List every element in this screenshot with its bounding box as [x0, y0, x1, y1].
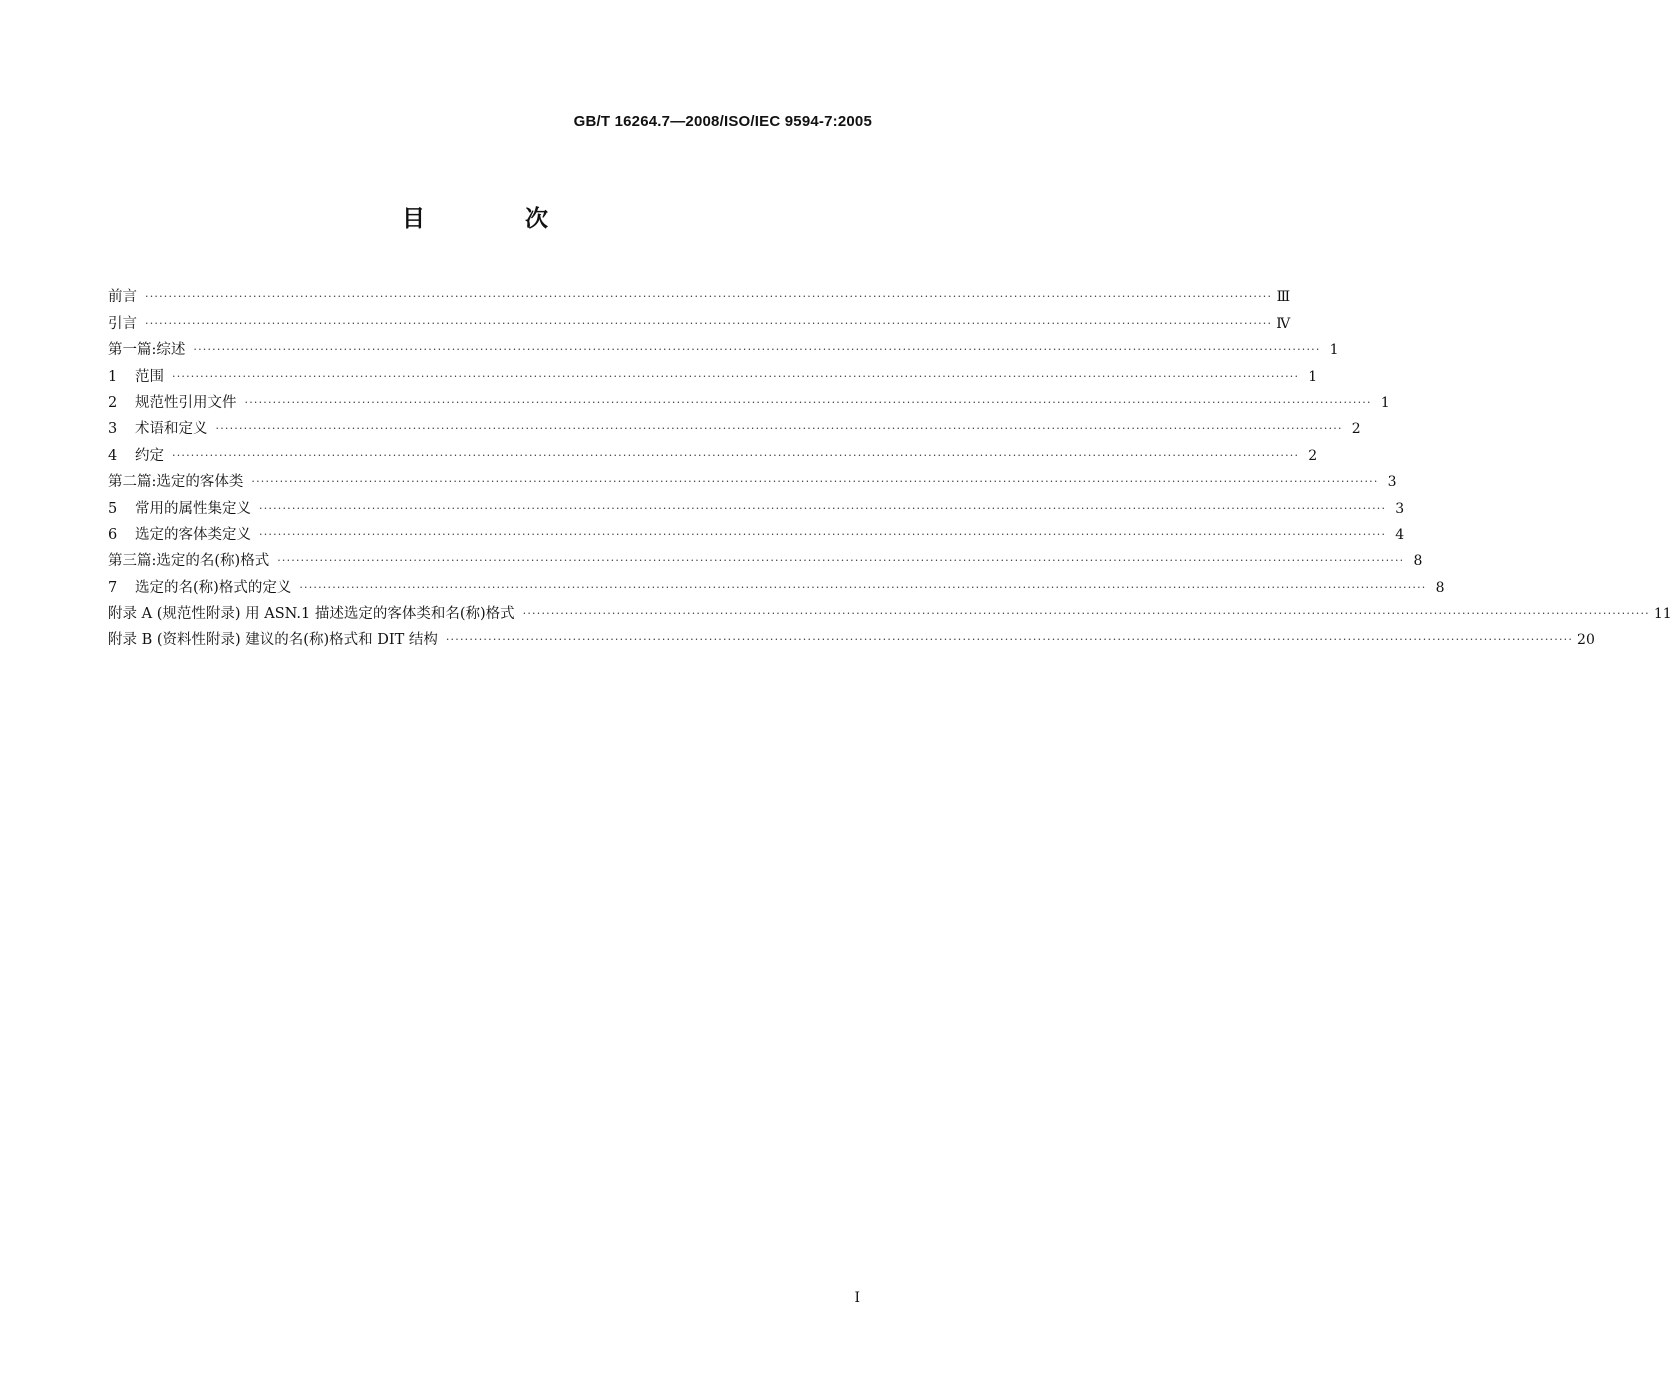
- toc-entry-page: 3: [1395, 500, 1405, 517]
- toc-entry-page: 1: [1308, 368, 1318, 385]
- toc-entry-page: 1: [1380, 394, 1390, 411]
- dot-leader: ················································································································································································································································: [145, 290, 1273, 304]
- toc-entry[interactable]: [108, 597, 1672, 623]
- toc-entry-page: 4: [1395, 526, 1405, 543]
- toc-entry-page: 8: [1435, 579, 1445, 596]
- dot-leader: ················································································································································································································································: [145, 316, 1273, 330]
- toc-entry-page: 11: [1653, 606, 1672, 623]
- dot-leader: ················································································································································································································································: [172, 369, 1300, 383]
- toc-entry-title: 约定: [135, 447, 164, 464]
- toc-entry-number: 6: [108, 526, 118, 543]
- standard-code: GB/T 16264.7—2008/ISO/IEC 9594-7:2005: [573, 113, 872, 130]
- toc-entry-number: 7: [108, 579, 118, 596]
- toc-entry-page: 20: [1577, 632, 1595, 649]
- toc-entry[interactable]: [108, 386, 1390, 412]
- dot-leader: ················································································································································································································································: [299, 580, 1427, 594]
- dot-leader: ················································································································································································································································: [244, 395, 1372, 409]
- toc-entry-title: 附录 B (资料性附录) 建议的名(称)格式和 DIT 结构: [108, 632, 438, 649]
- toc-entry[interactable]: [108, 518, 1405, 544]
- toc-entry-title: 选定的客体类定义: [135, 526, 251, 543]
- toc-entry[interactable]: [108, 333, 1339, 359]
- toc-entry[interactable]: [108, 306, 1291, 332]
- toc-entry-title: 第三篇:选定的名(称)格式: [108, 553, 270, 570]
- dot-leader: ················································································································································································································································: [445, 633, 1574, 647]
- dot-leader: ················································································································································································································································: [522, 607, 1650, 621]
- toc-entry[interactable]: [108, 280, 1291, 306]
- toc-entry[interactable]: [108, 412, 1361, 438]
- toc-entry-title: 第二篇:选定的客体类: [108, 474, 244, 491]
- toc-entry-number: 2: [108, 394, 118, 411]
- dot-leader: ················································································································································································································································: [215, 422, 1343, 436]
- toc-entry[interactable]: [108, 438, 1318, 464]
- toc-entry-title: 第一篇:综述: [108, 342, 186, 359]
- toc-entry-page: 8: [1413, 553, 1423, 570]
- toc-entry-page: 2: [1351, 421, 1361, 438]
- dot-leader: ················································································································································································································································: [277, 554, 1405, 568]
- toc-entry-number: 4: [108, 447, 118, 464]
- toc-entry-title: 前言: [108, 289, 137, 306]
- toc-entry-number: 1: [108, 368, 118, 385]
- table-of-contents: [108, 280, 1672, 649]
- toc-entry-title: 选定的名(称)格式的定义: [135, 579, 292, 596]
- toc-entry-page: 3: [1387, 474, 1397, 491]
- toc-entry-title: 引言: [108, 315, 137, 332]
- toc-entry[interactable]: [108, 623, 1595, 649]
- toc-entry-number: 5: [108, 500, 118, 517]
- toc-entry[interactable]: [108, 544, 1423, 570]
- dot-leader: ················································································································································································································································: [172, 448, 1300, 462]
- toc-entry-page: 1: [1329, 342, 1339, 359]
- dot-leader: ················································································································································································································································: [251, 475, 1379, 489]
- dot-leader: ················································································································································································································································: [259, 501, 1387, 515]
- toc-title: 目 次: [401, 206, 594, 232]
- toc-entry-page: Ⅲ: [1276, 289, 1291, 306]
- page-number: I: [854, 1290, 860, 1306]
- toc-entry-title: 范围: [135, 368, 164, 385]
- toc-entry[interactable]: [108, 465, 1397, 491]
- toc-entry[interactable]: [108, 570, 1445, 596]
- toc-entry[interactable]: [108, 491, 1405, 517]
- toc-entry-page: Ⅳ: [1276, 315, 1291, 332]
- toc-entry-title: 规范性引用文件: [135, 394, 237, 411]
- dot-leader: ················································································································································································································································: [193, 343, 1321, 357]
- toc-entry-page: 2: [1308, 447, 1318, 464]
- toc-entry[interactable]: [108, 359, 1318, 385]
- toc-entry-title: 术语和定义: [135, 421, 208, 438]
- dot-leader: ················································································································································································································································: [259, 527, 1387, 541]
- toc-entry-title: 常用的属性集定义: [135, 500, 251, 517]
- toc-entry-number: 3: [108, 421, 118, 438]
- toc-entry-title: 附录 A (规范性附录) 用 ASN.1 描述选定的客体类和名(称)格式: [108, 606, 515, 623]
